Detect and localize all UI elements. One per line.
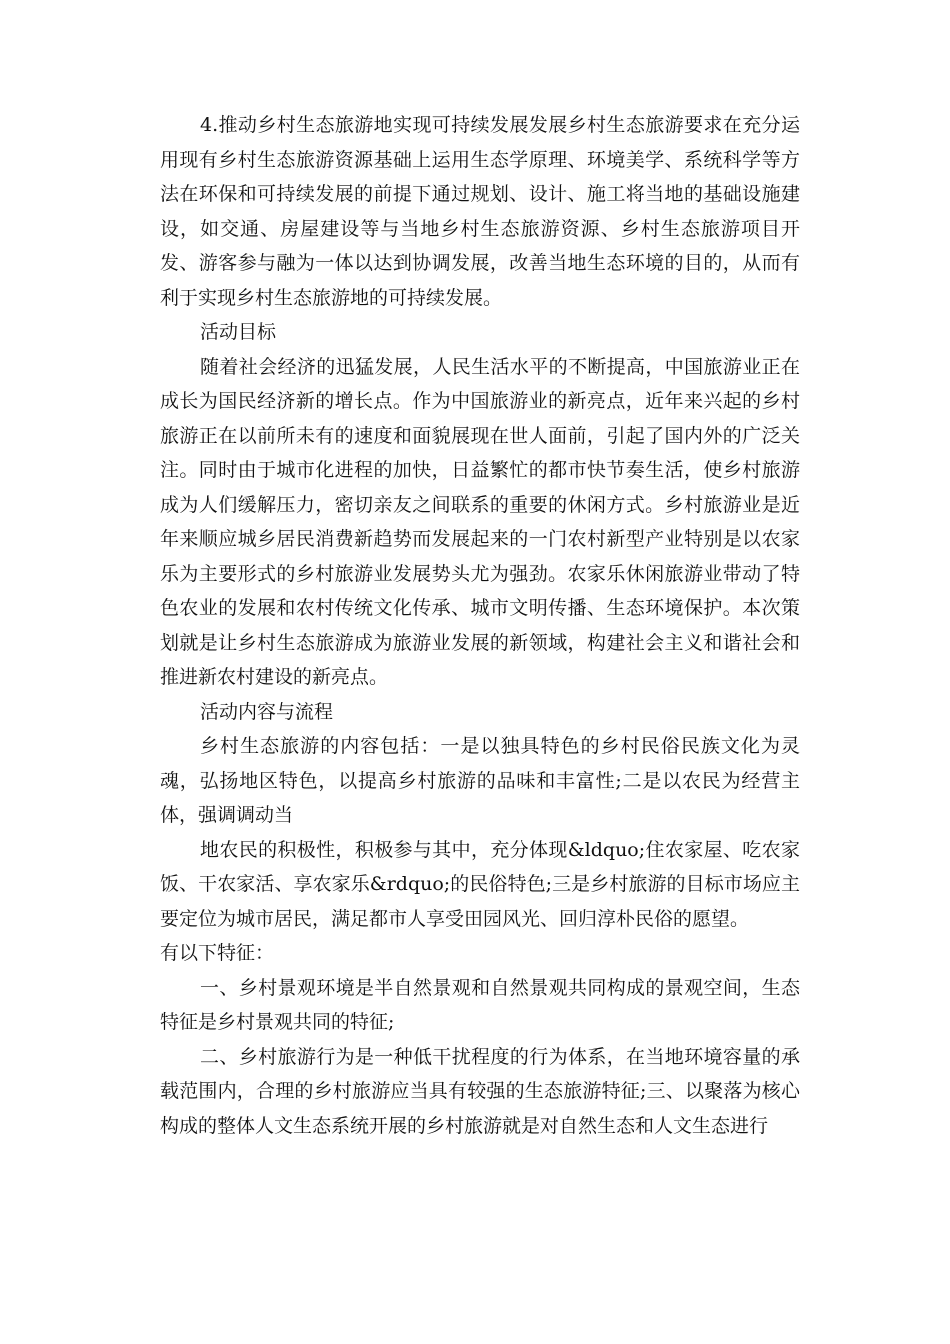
paragraph-content-part-1: 乡村生态旅游的内容包括：一是以独具特色的乡村民俗民族文化为灵魂，弘扬地区特色，以提高乡村旅游的品味和丰富性;二是以农民为经营主体，强调调动当 xyxy=(160,735,800,826)
section-heading-activity-goal: 活动目标 xyxy=(200,321,277,343)
section-heading-activity-content: 活动内容与流程 xyxy=(200,700,334,723)
paragraph-sustainable-development: 4.推动乡村生态旅游地实现可持续发展发展乡村生态旅游要求在充分运用现有乡村生态旅游资源基础上运用生态学原理、环境美学、系统科学等方法在环保和可持续发展的前提下通过规划、设计、施工将当地的基础设施建设，如交通、房屋建设等与当地乡村生态旅游资源、乡村生态旅游项目开发、游客参与融为一体以达到协调发展，改善当地生态环境的目的，从而有利于实现乡村生态旅游地的可持续发展。 xyxy=(160,114,800,309)
document-body xyxy=(160,108,800,1143)
paragraph-feature-1: 一、乡村景观环境是半自然景观和自然景观共同构成的景观空间，生态特征是乡村景观共同的特征; xyxy=(160,976,800,1033)
paragraph-content-part-2: 地农民的积极性，积极参与其中，充分体现&ldquo;住农家屋、吃农家饭、干农家活、享农家乐&rdquo;的民俗特色;三是乡村旅游的目标市场应主要定位为城市居民，满足都市人享受田园风光、回归淳朴民俗的愿望。 xyxy=(160,838,800,930)
paragraph-features-intro: 有以下特征： xyxy=(160,942,275,964)
paragraph-activity-goal: 随着社会经济的迅猛发展，人民生活水平的不断提高，中国旅游业正在成长为国民经济新的增长点。作为中国旅游业的新亮点，近年来兴起的乡村旅游正在以前所未有的速度和面貌展现在世人面前，引起了国内外的广泛关注。同时由于城市化进程的加快，日益繁忙的都市快节奏生活，使乡村旅游成为人们缓解压力，密切亲友之间联系的重要的休闲方式。乡村旅游业是近年来顺应城乡居民消费新趋势而发展起来的一门农村新型产业特别是以农家乐为主要形式的乡村旅游业发展势头尤为强劲。农家乐休闲旅游业带动了特色农业的发展和农村传统文化传承、城市文明传播、生态环境保护。本次策划就是让乡村生态旅游成为旅游业发展的新领域，构建社会主义和谐社会和推进新农村建设的新亮点。 xyxy=(160,355,800,688)
paragraph-feature-2-3: 二、乡村旅游行为是一种低干扰程度的行为体系，在当地环境容量的承载范围内，合理的乡村旅游应当具有较强的生态旅游特征;三、以聚落为核心构成的整体人文生态系统开展的乡村旅游就是对自然生态和人文生态进行 xyxy=(160,1045,800,1137)
